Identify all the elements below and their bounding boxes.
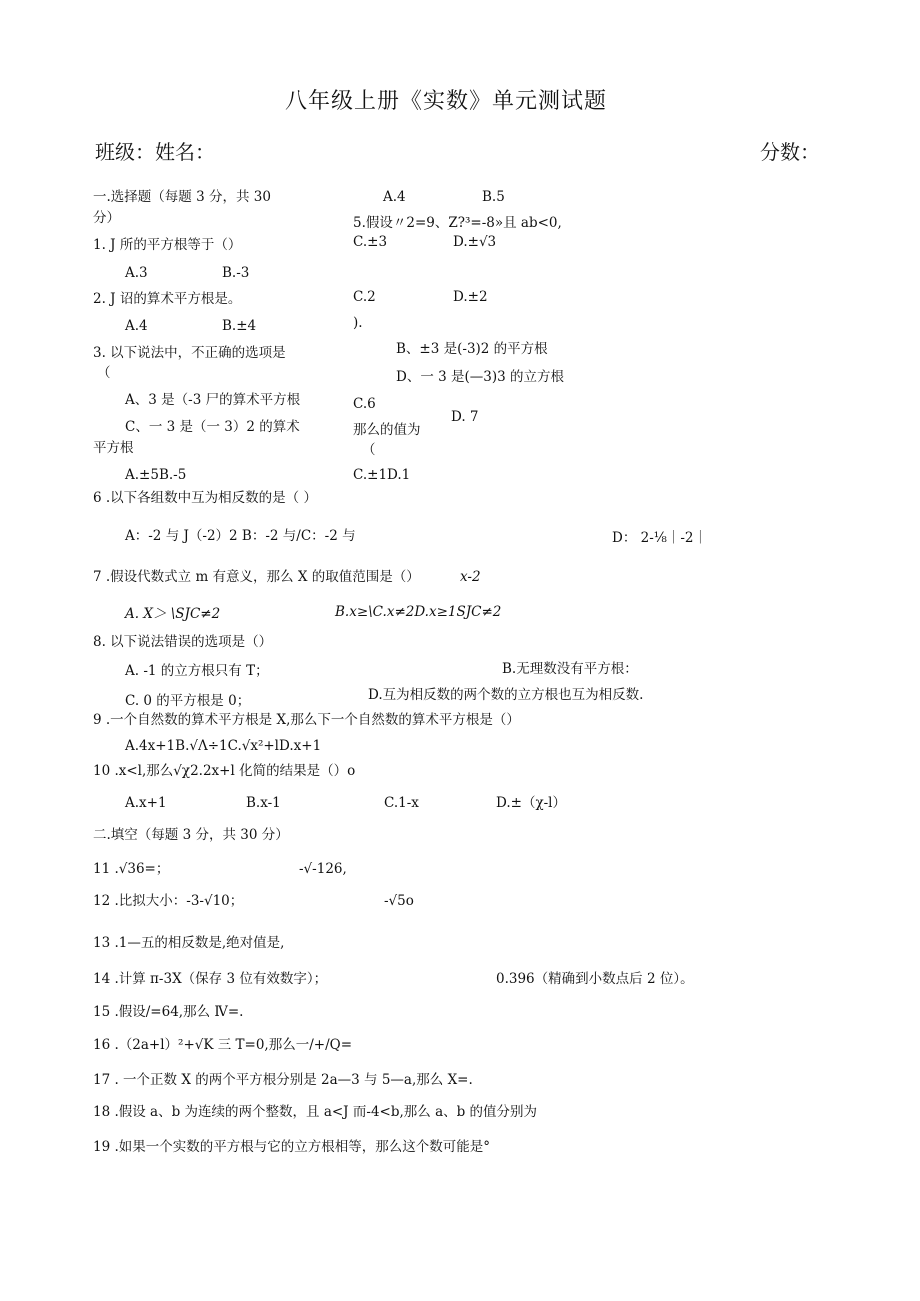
q14: 14 .计算 π-3X（保存 3 位有效数字）； — [93, 971, 328, 987]
score-label: 分数： — [760, 140, 820, 164]
q3-option-d: D、一 3 是(—3)3 的立方根 — [396, 369, 564, 385]
q7-option-a: A. X＞ \SJC≠2 — [125, 606, 221, 622]
q1-option-c: C.2 — [353, 289, 376, 305]
q6-stem: 6 .以下各组数中互为相反数的是（ ） — [93, 490, 317, 506]
q12: 12 .比拟大小：-3-√10； — [93, 893, 244, 909]
q7-stem-tail: x-2 — [460, 569, 481, 585]
q2-option-a: A.4 — [125, 318, 148, 334]
q4-option-cd: C.±1D.1 — [353, 467, 411, 483]
q8-option-c: C. 0 的平方根是 0； — [125, 693, 251, 709]
q18: 18 .假设 a、b 为连续的两个整数，且 a<J 而-4<b,那么 a、b 的值分别为 — [93, 1104, 538, 1120]
q10-option-a: A.x+1 — [125, 795, 167, 811]
q6-options-ab: A：-2 与 J（-2）2 B：-2 与/C：-2 与 — [125, 528, 356, 544]
q3-option-c-cont: 平方根 — [93, 440, 134, 456]
q9-stem: 9 .一个自然数的算术平方根是 X,那么下一个自然数的算术平方根是（） — [93, 712, 520, 728]
page-title: 八年级上册《实数》单元测试题 — [285, 89, 608, 114]
q16: 16 .（2a+l）²+√K 三 T=0,那么一/+/Q= — [93, 1037, 353, 1053]
section1-heading: 一.选择题（每题 3 分，共 30 — [93, 189, 271, 205]
q10-option-d: D.±（χ-l） — [496, 795, 567, 811]
q3-option-c: C、一 3 是（一 3）2 的算术 — [125, 419, 300, 435]
q2-option-d: D. 7 — [451, 409, 479, 425]
q1-option-b: B.-3 — [222, 265, 250, 281]
q5-option-d: D.±√3 — [453, 234, 497, 250]
q9-options: A.4x+1B.√Λ÷1C.√x²+lD.x+1 — [125, 738, 322, 754]
q8-option-b: B.无理数没有平方根： — [502, 661, 638, 677]
q1-stem: 1. J 所的平方根等于（） — [93, 237, 242, 253]
q13: 13 .1—五的相反数是,绝对值是, — [93, 935, 285, 951]
q19: 19 .如果一个实数的平方根与它的立方根相等，那么这个数可能是° — [93, 1139, 491, 1155]
q4-option-b: B.5 — [482, 189, 505, 205]
q3-option-a: A、3 是（-3 尸的算术平方根 — [125, 392, 301, 408]
q12-part-b: -√5o — [384, 893, 414, 909]
q15: 15 .假设/=64,那么 Ⅳ=. — [93, 1004, 244, 1020]
q2-stem: 2. J 诏的算术平方根是。 — [93, 291, 242, 307]
q4-option-a: A.4 — [383, 189, 406, 205]
q3-option-b: B、±3 是(-3)2 的平方根 — [396, 341, 548, 357]
open-paren: （ — [362, 442, 376, 458]
section2-heading: 二.填空（每题 3 分，共 30 分） — [93, 827, 289, 843]
q4-options: A.±5B.-5 — [125, 467, 187, 483]
q10-option-b: B.x-1 — [246, 795, 281, 811]
q3-paren: （ — [97, 365, 111, 381]
q1-option-a: A.3 — [125, 265, 148, 281]
q1-option-d: D.±2 — [453, 289, 488, 305]
class-name-label: 班级：姓名： — [95, 140, 215, 164]
q14-part-b: 0.396（精确到小数点后 2 位）。 — [496, 971, 694, 987]
q2-option-c: C.6 — [353, 396, 376, 412]
q17: 17 . 一个正数 X 的两个平方根分别是 2a—3 与 5—a,那么 X=. — [93, 1072, 473, 1088]
close-paren: ). — [353, 315, 363, 331]
q10-stem: 10 .x<l,那么√χ2.2x+l 化简的结果是（）o — [93, 763, 356, 779]
q7-options-bcd: B.x≥\C.x≠2D.x≥1SJC≠2 — [335, 604, 502, 620]
q11-part-b: -√-126, — [299, 861, 347, 877]
q6-option-d: D： 2-⅛｜-2｜ — [612, 530, 708, 546]
q8-option-a: A. -1 的立方根只有 T； — [125, 663, 269, 679]
then-value-text: 那么的值为 — [353, 422, 421, 438]
q8-option-d: D.互为相反数的两个数的立方根也互为相反数. — [368, 687, 644, 703]
q2-option-b: B.±4 — [222, 318, 257, 334]
q7-stem: 7 .假设代数式立 m 有意义，那么 X 的取值范围是（） — [93, 569, 420, 585]
q8-stem: 8. 以下说法错误的选项是（） — [93, 634, 273, 650]
q3-stem: 3. 以下说法中，不正确的选项是 — [93, 345, 286, 361]
q5-stem: 5.假设〃2=9、Z?³=-8»且 ab<0, — [353, 215, 562, 231]
q10-option-c: C.1-x — [384, 795, 419, 811]
q5-option-c: C.±3 — [353, 234, 388, 250]
section1-heading-cont: 分） — [93, 210, 120, 226]
q11: 11 .√36=； — [93, 861, 170, 877]
